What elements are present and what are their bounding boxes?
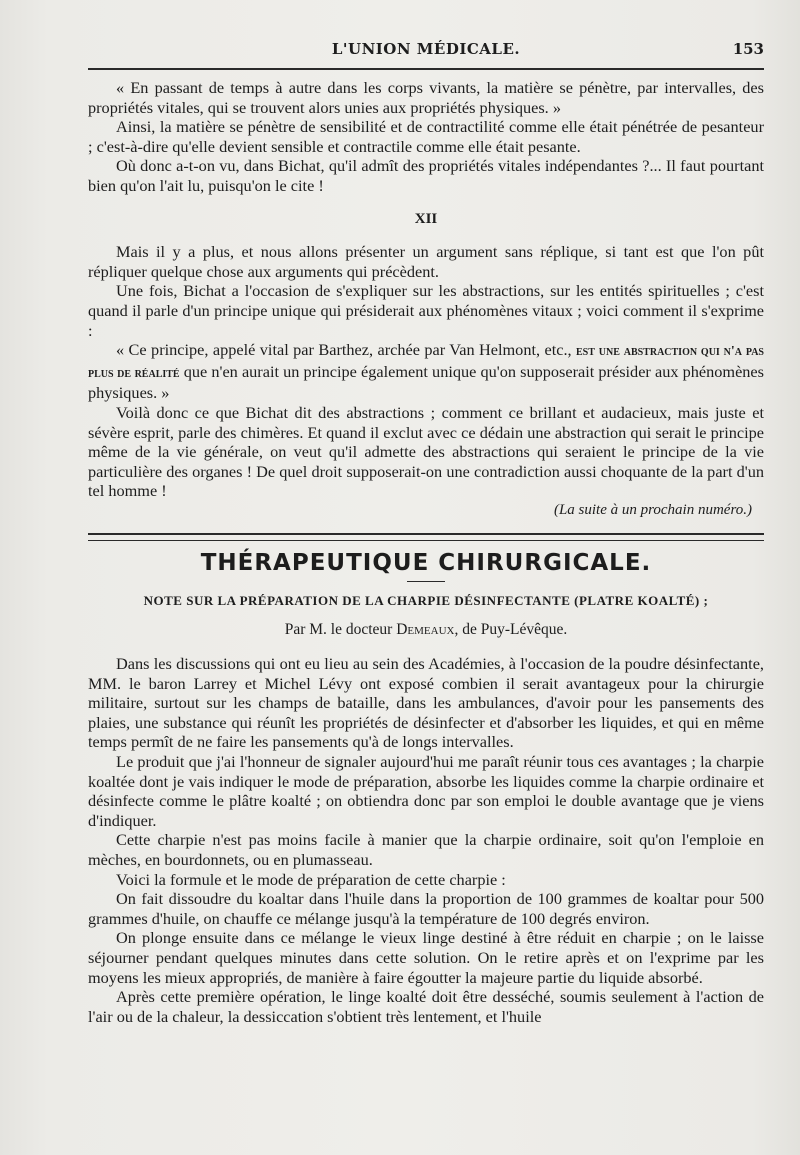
quote-paragraph — [88, 340, 764, 403]
author-prefix: Par M. le docteur — [284, 621, 397, 639]
author-line — [88, 620, 764, 640]
author-name: Demeaux — [396, 621, 455, 639]
journal-title: L'UNION MÉDICALE. — [331, 40, 521, 58]
page-header — [88, 38, 764, 64]
quote-text-start: « Ce principe, appelé vital par Barthez, archée par Van Helmont, etc., — [116, 340, 577, 360]
article-paragraph: On plonge ensuite dans ce mélange le vieux linge destiné à être réduit en charpie ; on le laisse séjourner pendant quelques minutes dans cette solution. On le retire après et on l'exprime par les moyens les mieux appropriés, de manière à faire égoutter la majeure partie du liquide absorbé. — [88, 928, 764, 987]
continuation-note: (La suite à un prochain numéro.) — [553, 501, 752, 518]
paragraph: Mais il y a plus, et nous allons présenter un argument sans réplique, si tant est que l'on pût répliquer quelque chose aux arguments qui précèdent. — [88, 242, 764, 281]
quote-emphasis: est une abstraction qui n'a pas plus de réalité — [88, 344, 764, 381]
section-divider — [88, 533, 764, 541]
article-paragraph: On fait dissoudre du koaltar dans l'huile dans la proportion de 100 grammes de koaltar pour 500 grammes d'huile, on chauffe ce mélange jusqu'à la température de 100 degrés environ. — [88, 889, 764, 928]
header-rule — [88, 68, 764, 70]
paragraph: Où donc a-t-on vu, dans Bichat, qu'il admît des propriétés vitales indépendantes ?... Il faut pourtant bien qu'on l'ait lu, puisqu'on le cite ! — [88, 156, 764, 195]
paragraph: Une fois, Bichat a l'occasion de s'expliquer sur les abstractions, sur les entités spirituelles ; c'est quand il parle d'un principe unique qui présiderait aux phénomènes vitaux ; voici comment il s'exprime : — [88, 281, 764, 340]
paragraph: Voilà donc ce que Bichat dit des abstractions ; comment ce brillant et audacieux, mais juste et sévère esprit, parle des chimères. Et quand il exclut avec ce dédain une abstraction qui serait le principe même de la vie générale, on veut qu'il admette des abstractions qui seraient le principe de la vie particulière des organes ! De quel droit supposerait-on une contradiction aussi choquante de la part d'un tel homme ! — [88, 402, 764, 501]
author-suffix: , de Puy-Lévêque. — [454, 621, 568, 639]
article-paragraph: Le produit que j'ai l'honneur de signaler aujourd'hui me paraît réunir tous ces avantages ; la charpie koaltée dont je vais indiquer le mode de préparation, absorbe les liquides comme la charpie ordinaire et désinfecte comme le plâtre koalté ; on obtiendra donc par son emploi le double avantage que je viens d'indiquer. — [88, 752, 764, 830]
article-paragraph: Voici la formule et le mode de préparation de cette charpie : — [116, 869, 506, 889]
title-rule — [407, 581, 445, 582]
note-title: NOTE SUR LA PRÉPARATION DE LA CHARPIE DÉSINFECTANTE (PLATRE KOALTÉ) ; — [143, 593, 709, 609]
paragraph: « En passant de temps à autre dans les corps vivants, la matière se pénètre, par intervalles, des propriétés vitales, qui se trouvent alors unies aux propriétés physiques. » — [88, 78, 764, 117]
article-paragraph: Après cette première opération, le linge koalté doit être desséché, soumis seulement à l'action de l'air ou de la chaleur, la dessiccation s'obtient très lentement, et l'huile — [88, 987, 764, 1026]
section-number: XII — [414, 210, 438, 227]
article-title: THÉRAPEUTIQUE CHIRURGICALE. — [200, 550, 652, 577]
quote-text-end: que n'en aurait un principe également unique qu'on supposerait présider aux phénomènes physiques. » — [88, 361, 764, 403]
page-number: 153 — [732, 40, 764, 58]
paragraph: Ainsi, la matière se pénètre de sensibilité et de contractilité comme elle était pénétrée de pesanteur ; c'est-à-dire qu'elle devient sensible et contractile comme elle était pesante. — [88, 117, 764, 156]
article-paragraph: Dans les discussions qui ont eu lieu au sein des Académies, à l'occasion de la poudre désinfectante, MM. le baron Larrey et Michel Lévy ont exposé combien il serait avantageux pour la chirurgie militaire, surtout sur les champs de bataille, dans les ambulances, d'avoir pour les pansements des plaies, une substance qui réunît les propriétés de désinfecter et d'absorber les liquides, et qui en même temps permît de ne faire les pansements qu'à de longs intervalles. — [88, 654, 764, 752]
article-paragraph: Cette charpie n'est pas moins facile à manier que la charpie ordinaire, soit qu'on l'emploie en mèches, en bourdonnets, ou en plumasseau. — [88, 830, 764, 869]
page-body — [88, 78, 764, 1026]
